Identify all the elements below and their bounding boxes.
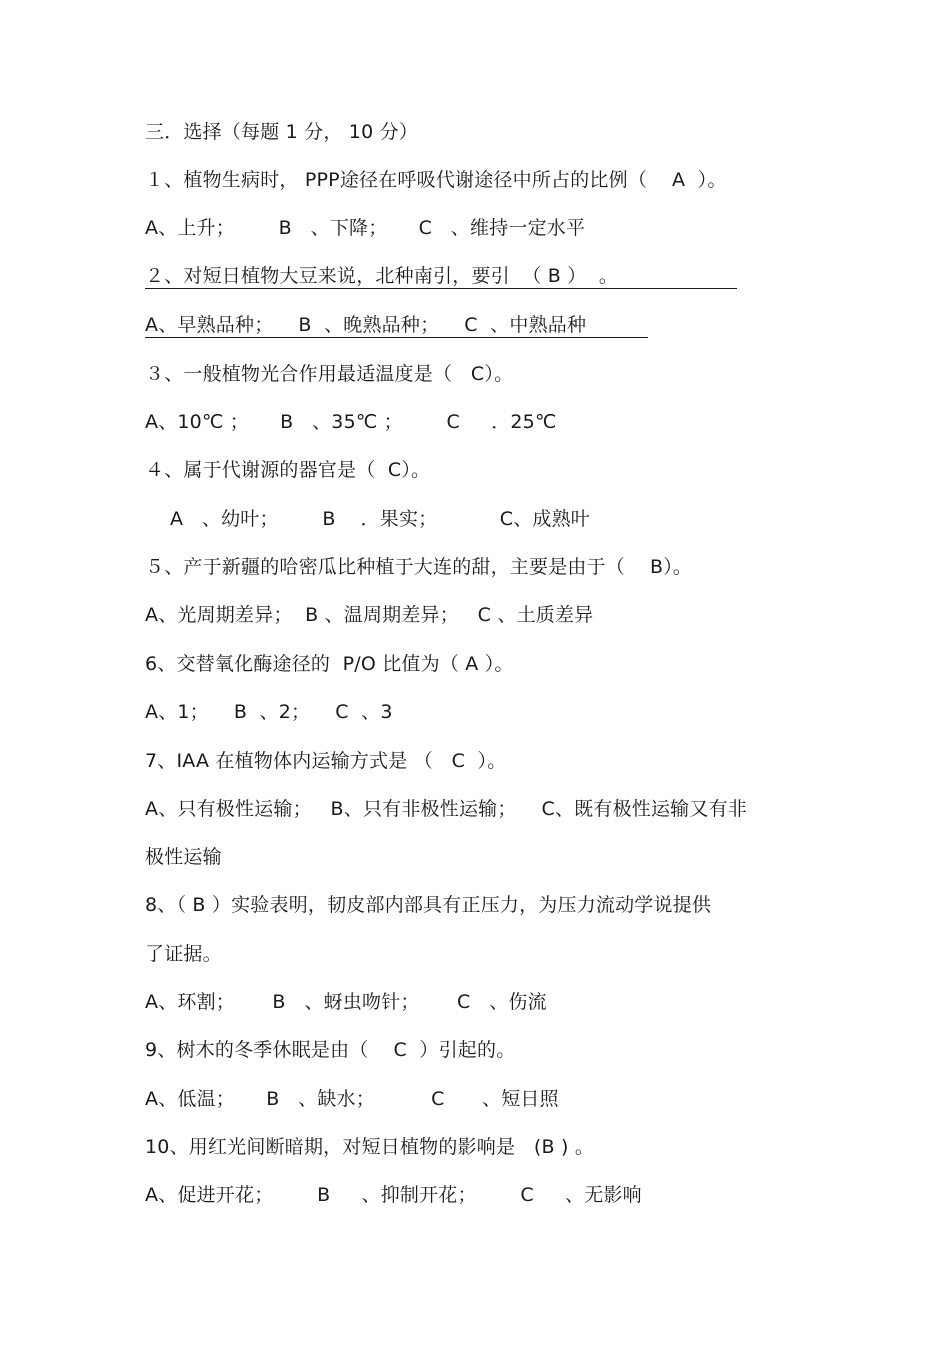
- question-6: 6、交替氧化酶途径的 P/O 比值为（ A ）。: [145, 653, 514, 675]
- question-7-options: A、只有极性运输； B、只有非极性运输； C、既有极性运输又有非: [145, 798, 747, 820]
- question-2-options: A、早熟品种； B 、晚熟品种； C 、中熟品种: [145, 314, 587, 336]
- question-7: 7、IAA 在植物体内运输方式是 （ C ）。: [145, 750, 507, 772]
- question-3-options: A、10℃ ； B 、35℃ ； C ．25℃: [145, 411, 557, 433]
- question-2-options-underline: [145, 337, 648, 338]
- question-6-options: A、1； B 、2； C 、3: [145, 701, 393, 723]
- question-4: ４、属于代谢源的器官是（ C）。: [145, 459, 431, 481]
- section-heading: 三．选择（每题 1 分， 10 分）: [145, 121, 419, 143]
- question-8-options: A、环割； B 、蚜虫吻针； C 、伤流: [145, 991, 547, 1013]
- question-5: ５、产于新疆的哈密瓜比种植于大连的甜，主要是由于（ B）。: [145, 556, 693, 578]
- question-1-options: A、上升； B 、下降； C 、维持一定水平: [145, 217, 586, 239]
- question-7-options-cont: 极性运输: [145, 846, 222, 868]
- question-9: 9、树木的冬季休眠是由（ C ）引起的。: [145, 1039, 516, 1061]
- question-10-options: A、促进开花； B 、抑制开花； C 、无影响: [145, 1184, 642, 1206]
- question-3: ３、一般植物光合作用最适温度是（ C）。: [145, 363, 514, 385]
- question-4-options: A 、幼叶； B ．果实； C、成熟叶: [145, 508, 591, 530]
- question-5-options: A、光周期差异； B 、温周期差异； C 、土质差异: [145, 604, 594, 626]
- question-8: 8、（ B ）实验表明，韧皮部内部具有正压力，为压力流动学说提供: [145, 894, 712, 916]
- question-2-underline: [145, 288, 737, 289]
- question-8-cont: 了证据。: [145, 943, 222, 965]
- question-9-options: A、低温； B 、缺水； C 、短日照: [145, 1088, 559, 1110]
- question-10: 10、用红光间断暗期，对短日植物的影响是 (B ) 。: [145, 1136, 595, 1158]
- question-2: ２、对短日植物大豆来说，北种南引，要引 （ B ） 。: [145, 265, 619, 287]
- question-1: １、植物生病时， PPP途径在呼吸代谢途径中所占的比例（ A ）。: [145, 169, 727, 191]
